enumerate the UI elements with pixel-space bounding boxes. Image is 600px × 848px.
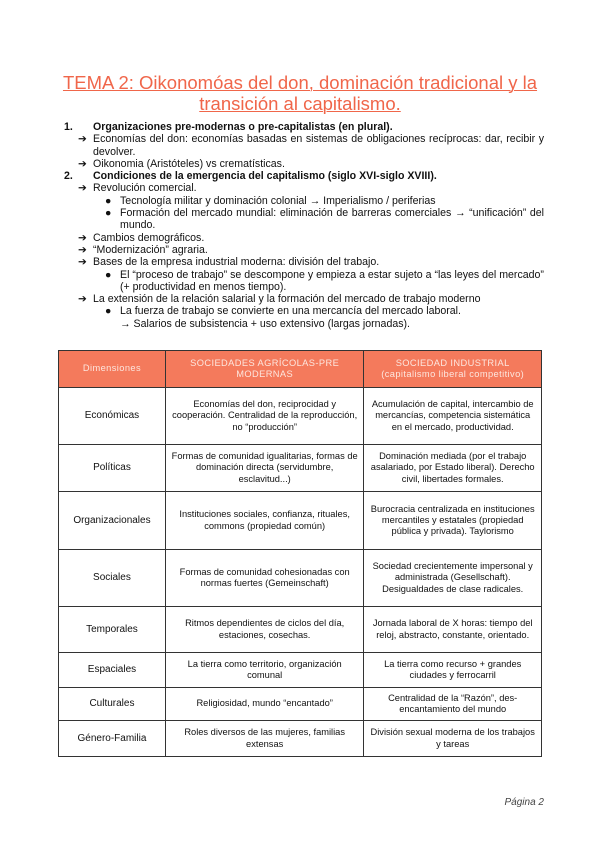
dot-bullet-icon: ●	[105, 305, 112, 318]
sub-list-item	[64, 269, 544, 294]
table-row	[59, 550, 542, 607]
table-row	[59, 445, 542, 492]
table-row	[59, 721, 542, 757]
header-industrial	[364, 351, 542, 388]
list-item-text: Economías del don: economías basadas en sistemas de obligaciones recíprocas: dar, recibir y devolver.	[93, 133, 544, 158]
dimensions-table	[58, 350, 542, 757]
industrial-cell: Burocracia centralizada en instituciones mercantiles y estatales (propiedad pública y privada). Taylorismo	[364, 492, 542, 550]
list-item	[64, 158, 544, 170]
section-heading	[64, 121, 544, 133]
section-heading-text: Condiciones de la emergencia del capitalismo (siglo XVI-siglo XVIII).	[93, 170, 437, 183]
preindustrial-cell: Formas de comunidad cohesionadas con normas fuertes (Gemeinschaft)	[165, 550, 363, 607]
industrial-cell: Sociedad crecientemente impersonal y administrada (Gesellschaft). Desigualdades de clase radicales.	[364, 550, 542, 607]
section-heading	[64, 170, 544, 182]
section-number: 1.	[64, 121, 73, 133]
header-preindustrial: SOCIEDADES AGRÍCOLAS-PRE MODERNAS	[165, 351, 363, 388]
header-industrial-subtitle: (capitalismo liberal competitivo)	[381, 369, 525, 379]
preindustrial-cell: Instituciones sociales, confianza, rituales, commons (propiedad común)	[165, 492, 363, 550]
preindustrial-cell: La tierra como territorio, organización comunal	[165, 653, 363, 688]
dimension-cell: Temporales	[59, 607, 166, 653]
list-item	[64, 182, 544, 194]
list-item-text: Oikonomia (Aristóteles) vs crematísticas.	[93, 157, 285, 170]
dimension-cell: Espaciales	[59, 653, 166, 688]
list-item	[64, 256, 544, 268]
sub-list-note: → Salarios de subsistencia + uso extensivo (largas jornadas).	[120, 317, 411, 330]
dot-bullet-icon: ●	[105, 268, 112, 281]
sub-list-item-text: El “proceso de trabajo” se descompone y empieza a estar sujeto a “las leyes del mercado” (+ productividad en menos tiempo).	[120, 268, 544, 293]
industrial-cell: Dominación mediada (por el trabajo asalariado, por Estado liberal). Derecho civil, libertades formales.	[364, 445, 542, 492]
dot-bullet-icon: ●	[105, 194, 112, 207]
outline	[64, 121, 544, 330]
dimension-cell: Género-Familia	[59, 721, 166, 757]
preindustrial-cell: Economías del don, reciprocidad y cooperación. Centralidad de la reproducción, no “producción”	[165, 388, 363, 445]
sub-list-item-text: Tecnología militar y dominación colonial → Imperialismo / periferias	[120, 194, 436, 207]
preindustrial-cell: Ritmos dependientes de ciclos del día, estaciones, cosechas.	[165, 607, 363, 653]
table-row	[59, 388, 542, 445]
preindustrial-cell: Formas de comunidad igualitarias, formas de dominación directa (servidumbre, esclavitud...)	[165, 445, 363, 492]
arrow-bullet-icon: ➔	[78, 293, 87, 306]
sub-list-item-text: La fuerza de trabajo se convierte en una mercancía del mercado laboral.	[120, 305, 461, 318]
list-item	[64, 232, 544, 244]
list-item	[64, 244, 544, 256]
preindustrial-cell: Roles diversos de las mujeres, familias extensas	[165, 721, 363, 757]
arrow-bullet-icon: ➔	[78, 157, 87, 170]
industrial-cell: Jornada laboral de X horas: tiempo del reloj, abstracto, constante, orientado.	[364, 607, 542, 653]
document-title: TEMA 2: Oikonomóas del don, dominación tradicional y la transición al capitalismo.	[62, 72, 538, 114]
dimension-cell: Económicas	[59, 388, 166, 445]
header-industrial-title: SOCIEDAD INDUSTRIAL	[395, 357, 510, 368]
table-row	[59, 607, 542, 653]
page-number: Página 2	[504, 797, 544, 808]
list-item-text: Cambios demográficos.	[93, 231, 205, 244]
dimension-cell: Políticas	[59, 445, 166, 492]
sub-list-item	[64, 195, 544, 207]
arrow-bullet-icon: ➔	[78, 182, 87, 195]
list-item-text: “Modernización” agraria.	[93, 243, 208, 256]
industrial-cell: Centralidad de la “Razón”, des-encantamiento del mundo	[364, 688, 542, 721]
table-row	[59, 653, 542, 688]
arrow-bullet-icon: ➔	[78, 243, 87, 256]
sub-list-item	[64, 305, 544, 317]
dimension-cell: Sociales	[59, 550, 166, 607]
industrial-cell: La tierra como recurso + grandes ciudades y ferrocarril	[364, 653, 542, 688]
section-number: 2.	[64, 170, 73, 183]
list-item	[64, 293, 544, 305]
sub-list-item	[64, 207, 544, 232]
arrow-bullet-icon: ➔	[78, 256, 87, 269]
table-header-row	[59, 351, 542, 388]
sub-list-item-text: Formación del mercado mundial: eliminación de barreras comerciales → “unificación” del mundo.	[120, 207, 544, 232]
table-row	[59, 688, 542, 721]
section-heading-text: Organizaciones pre-modernas o pre-capitalistas (en plural).	[93, 121, 393, 133]
industrial-cell: División sexual moderna de los trabajos y tareas	[364, 721, 542, 757]
dimension-cell: Organizacionales	[59, 492, 166, 550]
industrial-cell: Acumulación de capital, intercambio de mercancías, competencia sistemática en el mercado, productividad.	[364, 388, 542, 445]
list-item-text: Revolución comercial.	[93, 182, 197, 195]
preindustrial-cell: Religiosidad, mundo “encantado”	[165, 688, 363, 721]
header-dimensions: Dimensiones	[59, 351, 166, 388]
list-item-text: Bases de la empresa industrial moderna: división del trabajo.	[93, 256, 380, 269]
list-item	[64, 133, 544, 158]
dot-bullet-icon: ●	[105, 207, 112, 220]
arrow-bullet-icon: ➔	[78, 133, 87, 146]
list-item-text: La extensión de la relación salarial y la formación del mercado de trabajo moderno	[93, 293, 481, 306]
arrow-bullet-icon: ➔	[78, 231, 87, 244]
dimension-cell: Culturales	[59, 688, 166, 721]
table-row	[59, 492, 542, 550]
